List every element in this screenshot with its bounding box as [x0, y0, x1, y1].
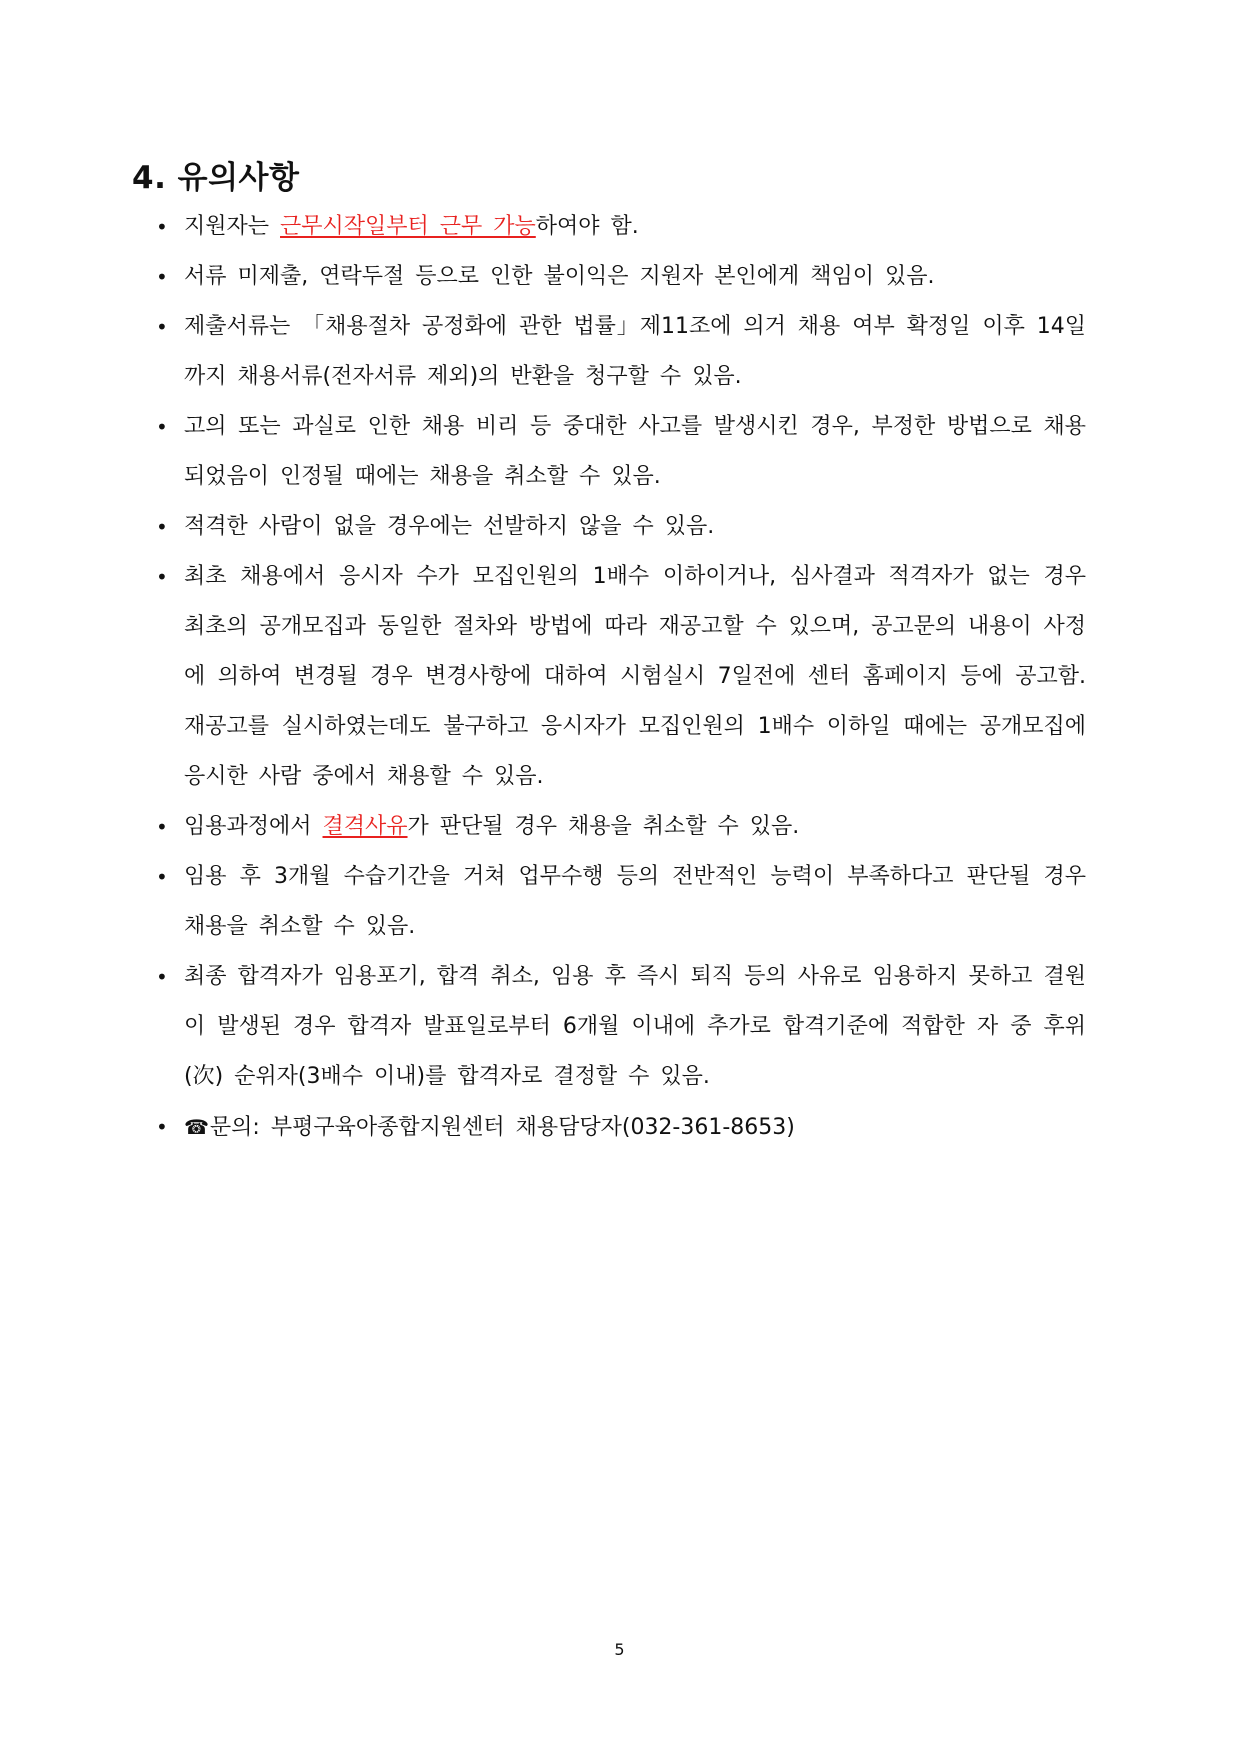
- bullet-icon: •: [156, 215, 168, 239]
- notice-text: 지원자는: [184, 214, 281, 239]
- notice-text: 고의 또는 과실로 인한 채용 비리 등 중대한 사고를 발생시킨 경우, 부정한 방법으로 채용되었음이 인정될 때에는 채용을 취소할 수 있음.: [184, 414, 1086, 489]
- notice-text: 적격한 사람이 없을 경우에는 선발하지 않을 수 있음.: [184, 514, 715, 539]
- highlighted-text: 근무시작일부터 근무 가능: [280, 214, 536, 239]
- notice-text: 최종 합격자가 임용포기, 합격 취소, 임용 후 즉시 퇴직 등의 사유로 임용하지 못하고 결원이 발생된 경우 합격자 발표일로부터 6개월 이내에 추가로 합격기준에 적합한 자 중 후위(次) 순위자(3배수 이내)를 합격자로 결정할 수 있음.: [184, 964, 1086, 1089]
- section-heading: 4. 유의사항: [132, 160, 300, 196]
- bullet-icon: •: [156, 815, 168, 839]
- notice-item-probation: [148, 852, 1086, 952]
- contact-text: 문의: 부평구육아종합지원센터 채용담당자(032-361-8653): [209, 1115, 795, 1140]
- notice-item-re-announcement: [148, 552, 1086, 802]
- notice-item-missing-documents: [148, 252, 1086, 302]
- notice-item-no-qualified: [148, 502, 1086, 552]
- bullet-icon: •: [156, 265, 168, 289]
- notice-item-document-return: [148, 302, 1086, 402]
- notice-text: 제출서류는 「채용절차 공정화에 관한 법률」제11조에 의거 채용 여부 확정일 이후 14일까지 채용서류(전자서류 제외)의 반환을 청구할 수 있음.: [184, 314, 1086, 389]
- page-number: 5: [614, 1640, 625, 1659]
- notice-item-hiring-fraud: [148, 402, 1086, 502]
- highlighted-text: 결격사유: [322, 814, 408, 839]
- notice-item-vacancy-fill: [148, 952, 1086, 1102]
- phone-icon: ☎: [184, 1115, 209, 1139]
- notice-list: [148, 202, 1086, 1153]
- notice-item-start-date: [148, 202, 1086, 252]
- bullet-icon: •: [156, 865, 168, 889]
- bullet-icon: •: [156, 565, 168, 589]
- notice-text: 가 판단될 경우 채용을 취소할 수 있음.: [407, 814, 800, 839]
- bullet-icon: •: [156, 1115, 168, 1139]
- notice-item-disqualification: [148, 802, 1086, 852]
- bullet-icon: •: [156, 965, 168, 989]
- bullet-icon: •: [156, 315, 168, 339]
- notice-text: 최초 채용에서 응시자 수가 모집인원의 1배수 이하이거나, 심사결과 적격자가 없는 경우 최초의 공개모집과 동일한 절차와 방법에 따라 재공고할 수 있으며, 공고문의 내용이 사정에 의하여 변경될 경우 변경사항에 대하여 시험실시 7일전에 센터 홈페이지 등에 공고함. 재공고를 실시하였는데도 불구하고 응시자가 모집인원의 1배수 이하일 때에는 공개모집에 응시한 사람 중에서 채용할 수 있음.: [184, 564, 1086, 789]
- notice-text: 하여야 함.: [535, 214, 639, 239]
- notice-item-contact: [148, 1102, 1086, 1153]
- notice-text: 서류 미제출, 연락두절 등으로 인한 불이익은 지원자 본인에게 책임이 있음.: [184, 264, 935, 289]
- notice-text: 임용 후 3개월 수습기간을 거쳐 업무수행 등의 전반적인 능력이 부족하다고 판단될 경우 채용을 취소할 수 있음.: [184, 864, 1086, 939]
- notice-text: 임용과정에서: [184, 814, 323, 839]
- bullet-icon: •: [156, 415, 168, 439]
- bullet-icon: •: [156, 515, 168, 539]
